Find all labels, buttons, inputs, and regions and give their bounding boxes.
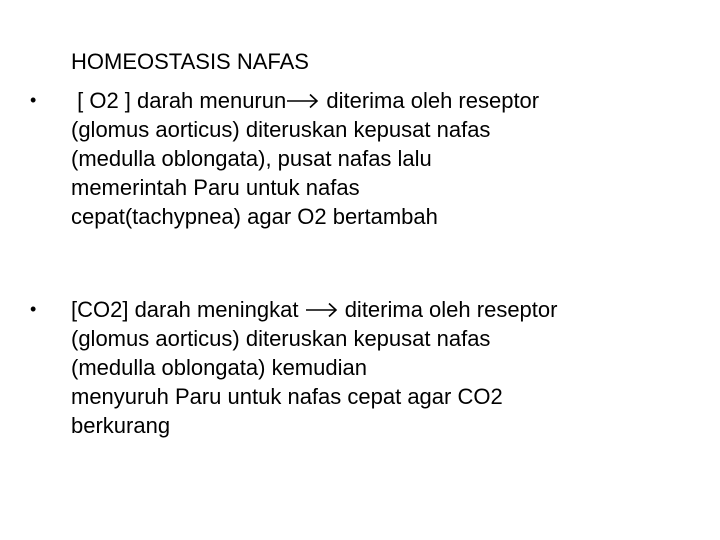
bullet-line: (medulla oblongata) kemudian: [71, 355, 367, 380]
bullet-text-after-arrow: diterima oleh reseptor: [320, 88, 540, 113]
bullet-line: memerintah Paru untuk nafas: [71, 175, 360, 200]
bullet-line: menyuruh Paru untuk nafas cepat agar CO2: [71, 384, 503, 409]
bullet-item-co2: [30, 295, 690, 440]
bullet-line: (glomus aorticus) diteruskan kepusat nafas: [71, 117, 491, 142]
arrow-right-icon: [305, 302, 339, 318]
bullet-marker: •: [30, 90, 37, 110]
slide-title: HOMEOSTASIS NAFAS: [71, 49, 309, 74]
bullet-marker: •: [30, 299, 37, 319]
bullet-item-o2: [30, 86, 690, 231]
bullet-text-after-arrow: diterima oleh reseptor: [338, 297, 558, 322]
bullet-line: cepat(tachypnea) agar O2 bertambah: [71, 204, 438, 229]
bullet-line: berkurang: [71, 413, 171, 438]
bullet-line: (medulla oblongata), pusat nafas lalu: [71, 146, 432, 171]
bullet-text-before-arrow: [ O2 ] darah menurun: [71, 88, 287, 113]
bullet-text-before-arrow: [CO2] darah meningkat: [71, 297, 305, 322]
arrow-right-icon: [286, 93, 320, 109]
bullet-line: [71, 86, 690, 115]
bullet-line: (glomus aorticus) diteruskan kepusat nafas: [71, 326, 491, 351]
bullet-line: [71, 295, 690, 324]
